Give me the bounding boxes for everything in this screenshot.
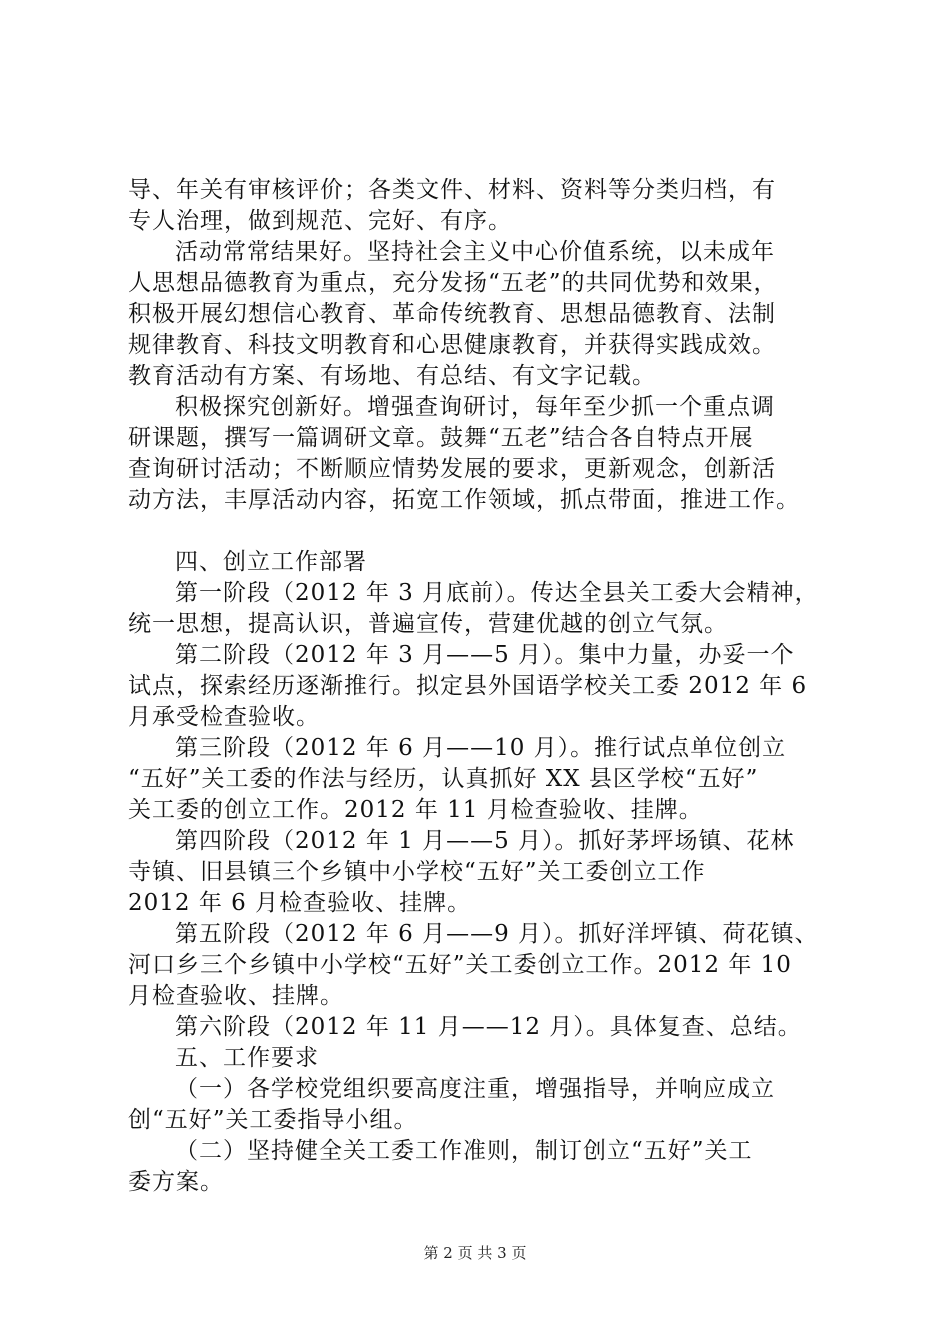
- text-line: 教育活动有方案、有场地、有总结、有文字记载。: [128, 363, 656, 389]
- text-line: 寺镇、旧县镇三个乡镇中小学校“五好”关工委创立工作: [128, 859, 706, 885]
- text-line: 专人治理，做到规范、完好、有序。: [128, 208, 512, 234]
- text-line: “五好”关工委的作法与经历，认真抓好 XX 县区学校“五好”: [128, 766, 759, 792]
- text-line: 试点，探索经历逐渐推行。拟定县外国语学校关工委 2012 年 6: [128, 673, 808, 699]
- text-line: 第二阶段（2012 年 3 月——5 月）。集中力量，办妥一个: [175, 642, 795, 668]
- text-line: 人思想品德教育为重点，充分发扬“五老”的共同优势和效果，: [128, 270, 778, 296]
- text-line: （一）各学校党组织要高度注重，增强指导，并响应成立: [175, 1076, 775, 1102]
- text-line: 关工委的创立工作。2012 年 11 月检查验收、挂牌。: [128, 797, 703, 823]
- document-body: [128, 175, 840, 1198]
- text-line: （二）坚持健全关工委工作准则，制订创立“五好”关工: [175, 1138, 753, 1164]
- page-footer: 第 2 页 共 3 页: [423, 1244, 527, 1262]
- text-line: 第一阶段（2012 年 3 月底前）。传达全县关工委大会精神，: [175, 580, 819, 606]
- text-line: 规律教育、科技文明教育和心思健康教育，并获得实践成效。: [128, 332, 776, 358]
- text-line: 月检查验收、挂牌。: [128, 983, 344, 1009]
- text-line: 活动常常结果好。坚持社会主义中心价值系统，以未成年: [175, 239, 775, 265]
- text-line: 第五阶段（2012 年 6 月——9 月）。抓好洋坪镇、荷花镇、: [175, 921, 819, 947]
- text-line: 第四阶段（2012 年 1 月——5 月）。抓好茅坪场镇、花林: [175, 828, 795, 854]
- text-line: 统一思想，提高认识，普遍宣传，营建优越的创立气氛。: [128, 611, 728, 637]
- text-line: 第六阶段（2012 年 11 月——12 月）。具体复查、总结。: [175, 1014, 802, 1040]
- text-line: 月承受检查验收。: [128, 704, 320, 730]
- text-line: 第三阶段（2012 年 6 月——10 月）。推行试点单位创立: [175, 735, 787, 761]
- text-line: 积极探究创新好。增强查询研讨，每年至少抓一个重点调: [175, 394, 775, 420]
- text-line: 导、年关有审核评价；各类文件、材料、资料等分类归档，有: [128, 177, 776, 203]
- section-heading: 五、工作要求: [175, 1045, 319, 1071]
- text-line: 查询研讨活动；不断顺应情势发展的要求，更新观念，创新活: [128, 456, 776, 482]
- text-line: 委方案。: [128, 1169, 224, 1195]
- text-line: 积极开展幻想信心教育、革命传统教育、思想品德教育、法制: [128, 301, 776, 327]
- text-line: 2012 年 6 月检查验收、挂牌。: [128, 890, 472, 916]
- text-line: 研课题，撰写一篇调研文章。鼓舞“五老”结合各自特点开展: [128, 425, 754, 451]
- section-heading: 四、创立工作部署: [175, 549, 367, 575]
- text-line: 河口乡三个乡镇中小学校“五好”关工委创立工作。2012 年 10: [128, 952, 792, 978]
- text-line: 创“五好”关工委指导小组。: [128, 1107, 418, 1133]
- text-line: 动方法，丰厚活动内容，拓宽工作领域，抓点带面，推进工作。: [128, 487, 800, 513]
